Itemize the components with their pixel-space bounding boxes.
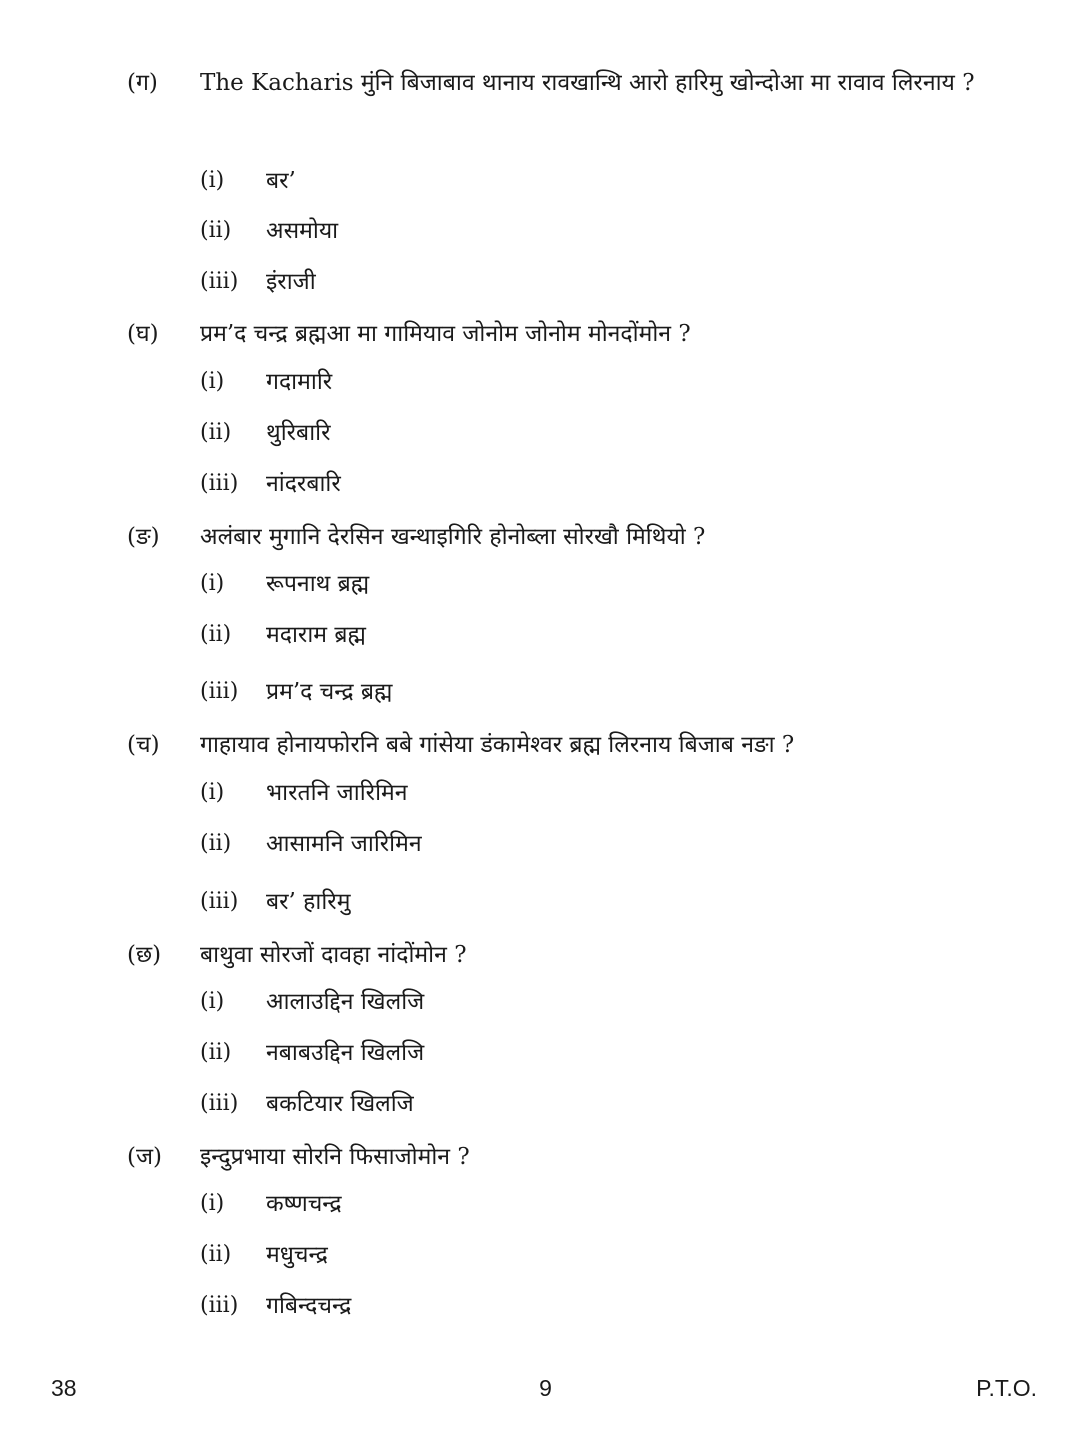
question-text: इन्दुप्रभाया सोरनि फिसाजोमोन ? bbox=[200, 1144, 470, 1170]
option-label: (iii) bbox=[200, 1293, 239, 1318]
question-label: (छ) bbox=[127, 942, 162, 968]
option-item bbox=[0, 982, 1091, 1022]
page-number: 9 bbox=[539, 1375, 552, 1401]
option-text: बकटियार खिलजि bbox=[266, 1091, 414, 1117]
option-item bbox=[0, 1235, 1091, 1275]
option-text: इंराजी bbox=[266, 269, 316, 295]
question-label: (ज) bbox=[127, 1144, 163, 1170]
option-item bbox=[0, 672, 1091, 712]
pto-label: P.T.O. bbox=[976, 1375, 1037, 1401]
option-label: (ii) bbox=[200, 218, 232, 243]
option-item bbox=[0, 564, 1091, 604]
option-text: गबिन्दचन्द्र bbox=[266, 1293, 352, 1319]
option-item bbox=[0, 615, 1091, 655]
option-label: (iii) bbox=[200, 889, 239, 914]
option-item bbox=[0, 464, 1091, 504]
option-text: आसामनि जारिमिन bbox=[266, 831, 422, 857]
option-item bbox=[0, 262, 1091, 302]
option-label: (iii) bbox=[200, 269, 239, 294]
option-item bbox=[0, 211, 1091, 251]
option-label: (ii) bbox=[200, 420, 232, 445]
option-label: (iii) bbox=[200, 471, 239, 496]
option-item bbox=[0, 882, 1091, 922]
option-label: (ii) bbox=[200, 1242, 232, 1267]
option-text: प्रम’द चन्द्र ब्रह्म bbox=[266, 679, 393, 705]
option-item bbox=[0, 1084, 1091, 1124]
option-text: असमोया bbox=[266, 218, 339, 244]
option-text: बर’ bbox=[266, 168, 296, 194]
option-item bbox=[0, 1286, 1091, 1326]
option-item bbox=[0, 413, 1091, 453]
question-text: प्रम’द चन्द्र ब्रह्मआ मा गामियाव जोनोम जोनोम मोनदोंमोन ? bbox=[200, 321, 691, 347]
option-label: (iii) bbox=[200, 679, 239, 704]
option-label: (ii) bbox=[200, 1040, 232, 1065]
option-label: (iii) bbox=[200, 1091, 239, 1116]
question-text: गाहायाव होनायफोरनि बबे गांसेया डंकामेश्वर ब्रह्म लिरनाय बिजाब नङा ? bbox=[200, 732, 795, 758]
paper-code: 38 bbox=[51, 1375, 77, 1401]
option-text: नांदरबारि bbox=[266, 471, 341, 497]
question-label: (ग) bbox=[127, 70, 158, 96]
option-text: मदाराम ब्रह्म bbox=[266, 622, 366, 648]
option-text: थुरिबारि bbox=[266, 420, 331, 446]
question-label: (ङ) bbox=[127, 524, 160, 550]
option-item bbox=[0, 824, 1091, 864]
question-text: अलंबार मुगानि देरसिन खन्थाइगिरि होनोब्ला सोरखौ मिथियो ? bbox=[200, 524, 706, 550]
option-label: (i) bbox=[200, 571, 225, 596]
option-item bbox=[0, 362, 1091, 402]
option-text: मधुचन्द्र bbox=[266, 1242, 328, 1268]
option-text: कष्णचन्द्र bbox=[266, 1191, 342, 1217]
option-item bbox=[0, 1033, 1091, 1073]
option-label: (i) bbox=[200, 780, 225, 805]
option-label: (i) bbox=[200, 168, 225, 193]
option-label: (ii) bbox=[200, 831, 232, 856]
question-label: (घ) bbox=[127, 321, 159, 347]
question-text: बाथुवा सोरजों दावहा नांदोंमोन ? bbox=[200, 942, 467, 968]
option-item bbox=[0, 1184, 1091, 1224]
option-text: नबाबउद्दिन खिलजि bbox=[266, 1040, 425, 1066]
question-text: The Kacharis मुंनि बिजाबाव थानाय रावखान्थि आरो हारिमु खोन्दोआ मा रावाव लिरनाय ? bbox=[200, 70, 975, 96]
option-text: आलाउद्दिन खिलजि bbox=[266, 989, 425, 1015]
option-label: (ii) bbox=[200, 622, 232, 647]
question-label: (च) bbox=[127, 732, 160, 758]
option-text: भारतनि जारिमिन bbox=[266, 780, 408, 806]
option-label: (i) bbox=[200, 369, 225, 394]
option-item bbox=[0, 161, 1091, 201]
option-label: (i) bbox=[200, 1191, 225, 1216]
option-item bbox=[0, 773, 1091, 813]
option-text: बर’ हारिमु bbox=[266, 889, 351, 915]
option-text: गदामारि bbox=[266, 369, 333, 395]
option-text: रूपनाथ ब्रह्म bbox=[266, 571, 370, 597]
option-label: (i) bbox=[200, 989, 225, 1014]
